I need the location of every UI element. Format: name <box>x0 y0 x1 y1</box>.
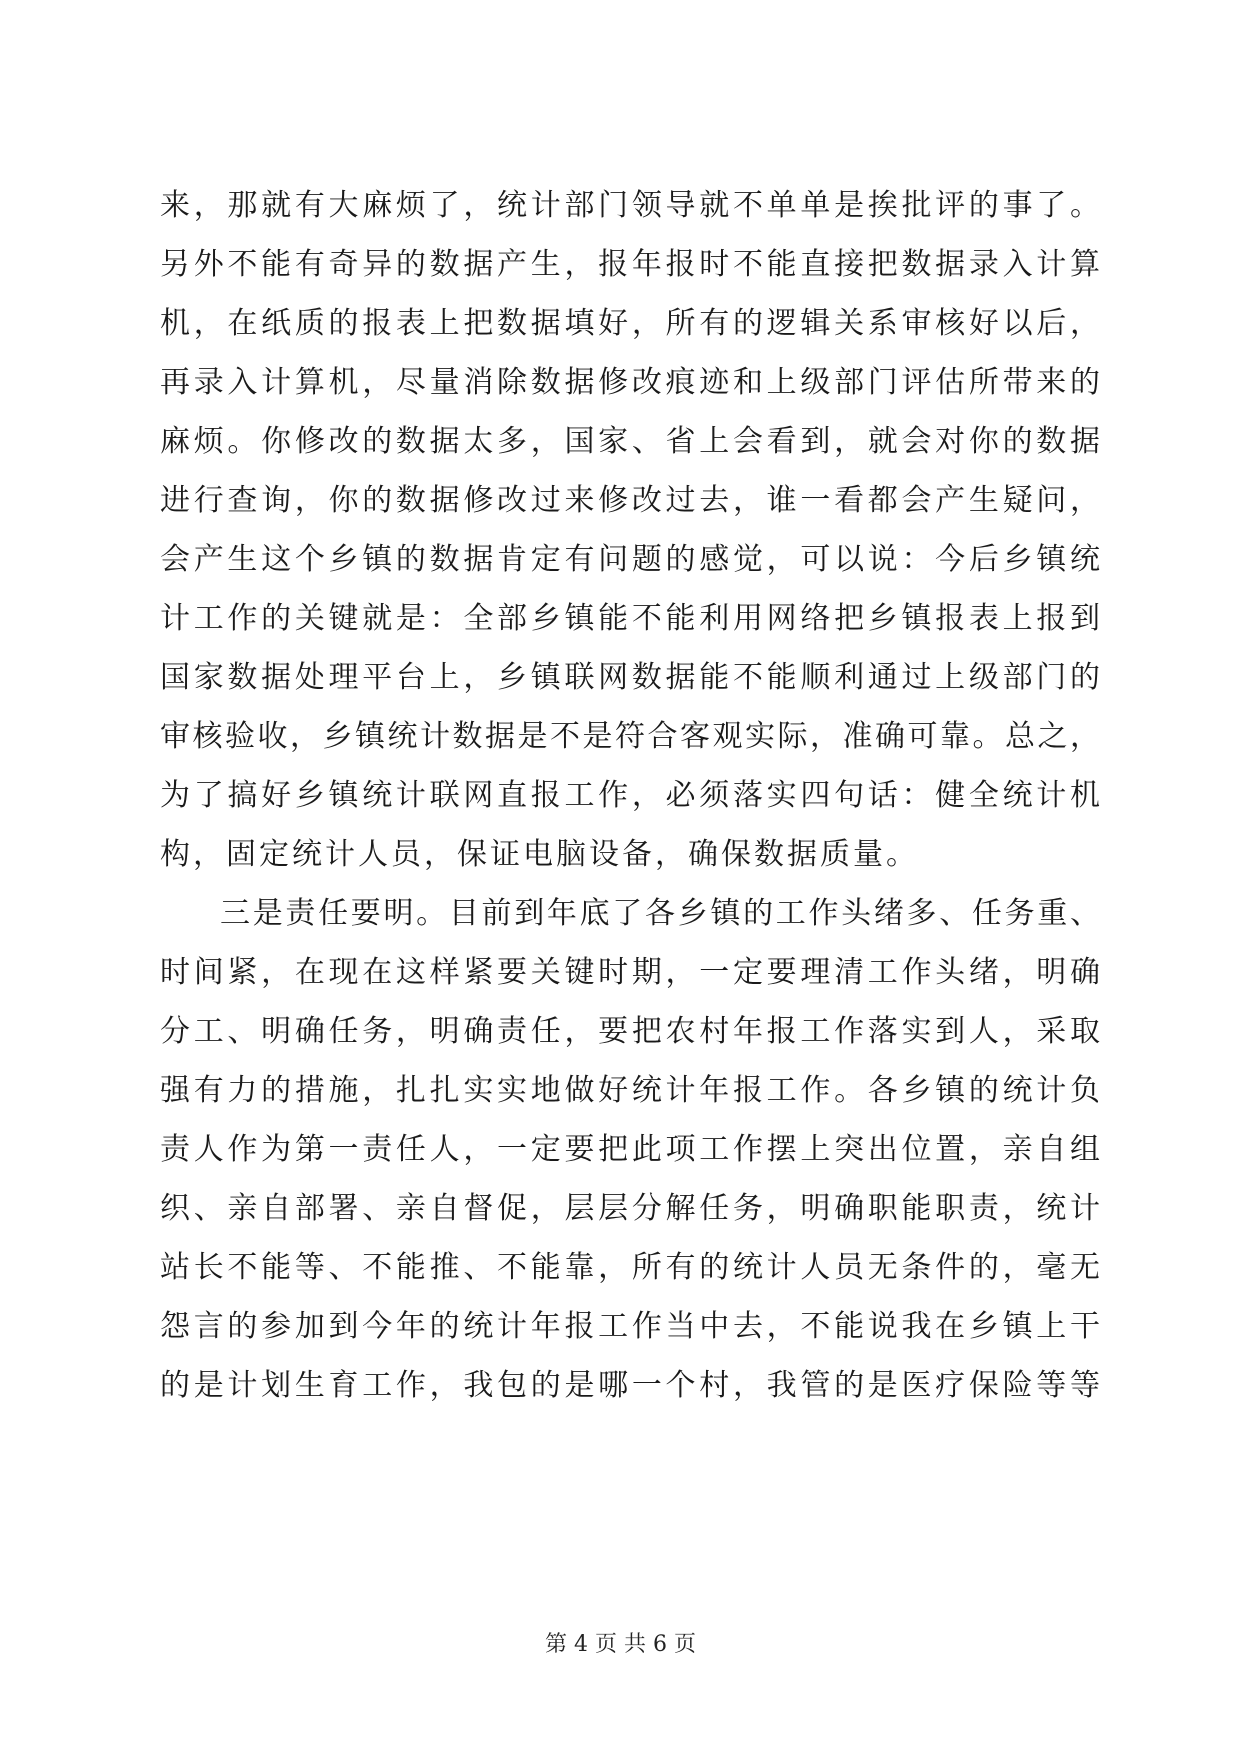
text-line: 国家数据处理平台上，乡镇联网数据能不能顺利通过上级部门的 <box>160 660 1100 695</box>
text-line: 分工、明确任务，明确责任，要把农村年报工作落实到人，采取 <box>160 1014 1100 1049</box>
text-line: 三是责任要明。目前到年底了各乡镇的工作头绪多、任务重、 <box>220 896 1100 931</box>
text-line: 为了搞好乡镇统计联网直报工作，必须落实四句话：健全统计机 <box>160 778 1100 813</box>
text-line: 再录入计算机，尽量消除数据修改痕迹和上级部门评估所带来的 <box>160 365 1100 400</box>
text-line: 机，在纸质的报表上把数据填好，所有的逻辑关系审核好以后， <box>160 306 1100 341</box>
text-line: 的是计划生育工作，我包的是哪一个村，我管的是医疗保险等等 <box>160 1368 1100 1403</box>
text-line: 会产生这个乡镇的数据肯定有问题的感觉，可以说：今后乡镇统 <box>160 542 1100 577</box>
text-line: 时间紧，在现在这样紧要关键时期，一定要理清工作头绪，明确 <box>160 955 1100 990</box>
text-line: 责人作为第一责任人，一定要把此项工作摆上突出位置，亲自组 <box>160 1132 1100 1167</box>
text-line: 怨言的参加到今年的统计年报工作当中去，不能说我在乡镇上干 <box>160 1309 1100 1344</box>
paragraph-1 <box>160 176 1100 884</box>
text-line: 强有力的措施，扎扎实实地做好统计年报工作。各乡镇的统计负 <box>160 1073 1100 1108</box>
text-line: 来，那就有大麻烦了，统计部门领导就不单单是挨批评的事了。 <box>160 188 1100 223</box>
text-line: 站长不能等、不能推、不能靠，所有的统计人员无条件的，毫无 <box>160 1250 1100 1285</box>
page-footer <box>0 1630 1241 1660</box>
paragraph-2 <box>160 884 1100 1415</box>
text-line: 另外不能有奇异的数据产生，报年报时不能直接把数据录入计算 <box>160 247 1100 282</box>
text-line: 麻烦。你修改的数据太多，国家、省上会看到，就会对你的数据 <box>160 424 1100 459</box>
body-text <box>160 176 1100 1415</box>
text-line: 计工作的关键就是：全部乡镇能不能利用网络把乡镇报表上报到 <box>160 601 1100 636</box>
text-line: 织、亲自部署、亲自督促，层层分解任务，明确职能职责，统计 <box>160 1191 1100 1226</box>
text-line: 审核验收，乡镇统计数据是不是符合客观实际，准确可靠。总之， <box>160 719 1100 754</box>
text-line: 构，固定统计人员，保证电脑设备，确保数据质量。 <box>160 837 919 872</box>
text-line: 进行查询，你的数据修改过来修改过去，谁一看都会产生疑问， <box>160 483 1100 518</box>
page-number: 第 4 页 共 6 页 <box>545 1632 696 1657</box>
